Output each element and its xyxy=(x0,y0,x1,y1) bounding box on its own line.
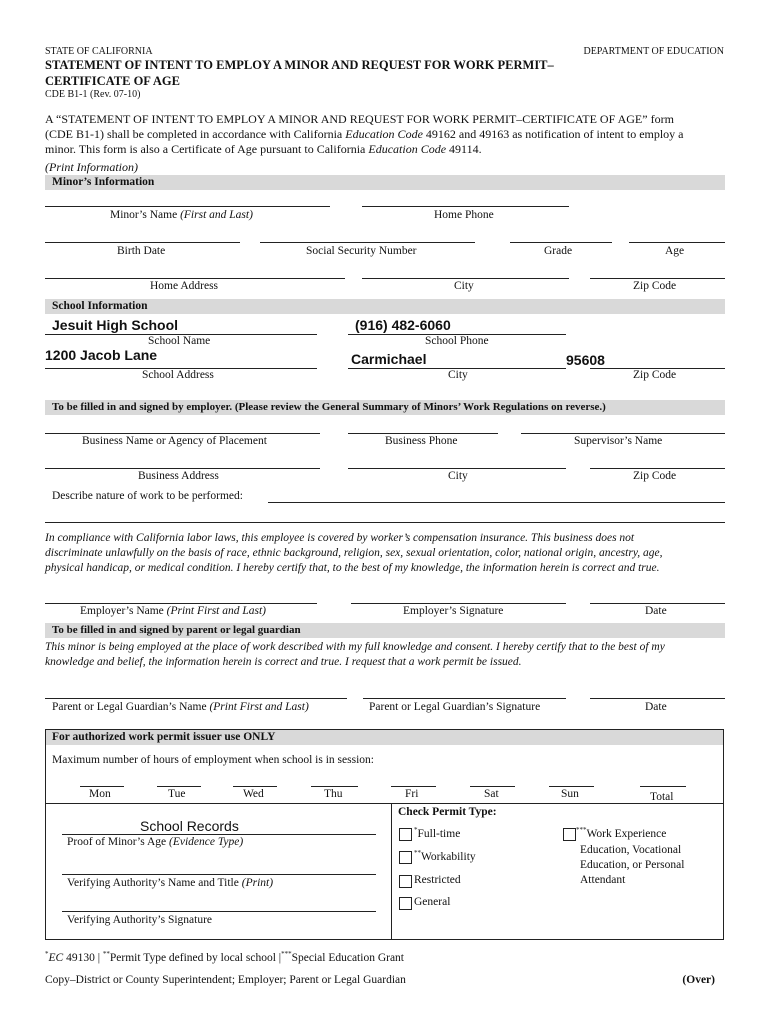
issuer-divider-h xyxy=(46,803,723,804)
employer-signature-field[interactable] xyxy=(351,603,566,604)
total-label: Total xyxy=(650,791,674,803)
employer-name-field[interactable] xyxy=(45,603,317,604)
thu-hours-field[interactable] xyxy=(311,786,358,787)
guardian-statement-line1: This minor is being employed at the place of work described with my full knowledge and consent. I hereby certify that to the best of my xyxy=(45,641,665,653)
birth-date-field[interactable] xyxy=(45,242,240,243)
work-experience-line4: Attendant xyxy=(580,874,626,886)
school-section-title: School Information xyxy=(52,300,148,312)
employer-signature-label: Employer’s Signature xyxy=(403,605,504,617)
school-city-value[interactable]: Carmichael xyxy=(351,351,427,367)
minor-zip-label: Zip Code xyxy=(633,280,677,292)
employer-name-label: Employer’s Name (Print First and Last) xyxy=(80,605,267,617)
total-hours-field[interactable] xyxy=(640,786,686,787)
department-label: DEPARTMENT OF EDUCATION xyxy=(583,46,724,57)
work-experience-line3: Education, or Personal xyxy=(580,859,685,871)
verifying-name-field[interactable] xyxy=(62,874,376,875)
guardian-signature-field[interactable] xyxy=(363,698,566,699)
verifying-signature-field[interactable] xyxy=(62,911,376,912)
footnotes: *EC 49130 | **Permit Type defined by local school |***Special Education Grant xyxy=(45,950,404,964)
form-title-line2: CERTIFICATE OF AGE xyxy=(45,74,180,88)
form-title-line1: STATEMENT OF INTENT TO EMPLOY A MINOR AND REQUEST FOR WORK PERMIT– xyxy=(45,58,554,72)
over-label: (Over) xyxy=(682,974,715,986)
intro-line2: (CDE B1-1) shall be completed in accordance with California Education Code 49162 and 49163 as notification of intent to employ a xyxy=(45,127,684,141)
compliance-line3: physical handicap, or medical condition. I hereby certify that, to the best of my knowledge, the information herein is correct and true. xyxy=(45,562,660,574)
work-description-label: Describe nature of work to be performed: xyxy=(52,490,243,502)
copy-distribution: Copy–District or County Superintendent; Employer; Parent or Legal Guardian xyxy=(45,974,406,986)
school-zip-value[interactable]: 95608 xyxy=(566,352,605,368)
verifying-signature-label: Verifying Authority’s Signature xyxy=(67,914,213,926)
school-records-value[interactable]: School Records xyxy=(140,818,239,834)
intro-line1: A “STATEMENT OF INTENT TO EMPLOY A MINOR AND REQUEST FOR WORK PERMIT–CERTIFICATE OF AGE” form xyxy=(45,112,674,126)
home-address-label: Home Address xyxy=(150,280,219,292)
max-hours-label: Maximum number of hours of employment when school is in session: xyxy=(52,754,374,766)
tue-hours-field[interactable] xyxy=(157,786,201,787)
business-zip-field[interactable] xyxy=(590,468,725,469)
issuer-divider-v xyxy=(391,803,392,939)
restricted-label: Restricted xyxy=(414,874,461,886)
intro-line3: minor. This form is also a Certificate of Age pursuant to California Education Code 49114. xyxy=(45,142,482,156)
minor-city-field[interactable] xyxy=(362,278,569,279)
age-field[interactable] xyxy=(629,242,725,243)
day-label-tue: Tue xyxy=(168,788,186,800)
school-name-value[interactable]: Jesuit High School xyxy=(52,317,179,333)
supervisor-field[interactable] xyxy=(521,433,725,434)
school-name-label: School Name xyxy=(148,335,211,347)
guardian-signature-label: Parent or Legal Guardian’s Signature xyxy=(369,701,541,713)
day-label-sun: Sun xyxy=(561,788,579,800)
business-city-label: City xyxy=(448,470,468,482)
restricted-checkbox[interactable] xyxy=(399,875,412,888)
fulltime-checkbox[interactable] xyxy=(399,828,412,841)
workability-checkbox[interactable] xyxy=(399,851,412,864)
supervisor-label: Supervisor’s Name xyxy=(574,435,663,447)
fri-hours-field[interactable] xyxy=(391,786,436,787)
day-label-mon: Mon xyxy=(89,788,111,800)
fulltime-label: *Full-time xyxy=(414,826,461,840)
school-address-value[interactable]: 1200 Jacob Lane xyxy=(45,347,158,363)
business-phone-label: Business Phone xyxy=(385,435,458,447)
form-id: CDE B1-1 (Rev. 07-10) xyxy=(45,89,141,100)
minor-section-title: Minor’s Information xyxy=(52,176,155,188)
business-name-label: Business Name or Agency of Placement xyxy=(82,435,267,447)
permit-type-title: Check Permit Type: xyxy=(398,806,497,818)
home-phone-field[interactable] xyxy=(362,206,569,207)
day-label-fri: Fri xyxy=(405,788,419,800)
workability-label: **Workability xyxy=(414,849,476,863)
business-city-field[interactable] xyxy=(348,468,566,469)
guardian-name-label: Parent or Legal Guardian’s Name (Print First and Last) xyxy=(52,701,309,713)
guardian-date-field[interactable] xyxy=(590,698,725,699)
employer-date-label: Date xyxy=(645,605,667,617)
state-label: STATE OF CALIFORNIA xyxy=(45,46,153,57)
compliance-line2: discriminate unlawfully on the basis of race, ethnic background, religion, sex, sexual orientation, color, national origin, ancestry, age, xyxy=(45,547,663,559)
mon-hours-field[interactable] xyxy=(80,786,124,787)
general-checkbox[interactable] xyxy=(399,897,412,910)
wed-hours-field[interactable] xyxy=(233,786,277,787)
ssn-field[interactable] xyxy=(260,242,475,243)
guardian-statement-line2: knowledge and belief, the information herein is correct and true. I request that a work permit be issued. xyxy=(45,656,522,668)
work-experience-label: ***Work Experience xyxy=(576,826,667,840)
business-address-field[interactable] xyxy=(45,468,320,469)
work-description-field-2[interactable] xyxy=(45,522,725,523)
school-phone-label: School Phone xyxy=(425,335,489,347)
grade-field[interactable] xyxy=(510,242,612,243)
grade-label: Grade xyxy=(544,245,573,257)
day-label-wed: Wed xyxy=(243,788,264,800)
business-phone-field[interactable] xyxy=(348,433,498,434)
school-phone-value[interactable]: (916) 482-6060 xyxy=(355,317,451,333)
verifying-name-label: Verifying Authority’s Name and Title (Print) xyxy=(67,877,274,889)
general-label: General xyxy=(414,896,451,908)
school-address-label: School Address xyxy=(142,369,214,381)
print-info-note: (Print Information) xyxy=(45,160,138,174)
work-experience-checkbox[interactable] xyxy=(563,828,576,841)
business-name-field[interactable] xyxy=(45,433,320,434)
minor-name-field[interactable] xyxy=(45,206,330,207)
proof-of-age-field[interactable] xyxy=(62,834,376,835)
sat-hours-field[interactable] xyxy=(470,786,515,787)
employer-date-field[interactable] xyxy=(590,603,725,604)
guardian-name-field[interactable] xyxy=(45,698,347,699)
guardian-date-label: Date xyxy=(645,701,667,713)
day-label-sat: Sat xyxy=(484,788,499,800)
home-address-field[interactable] xyxy=(45,278,345,279)
minor-name-label: Minor’s Name (First and Last) xyxy=(110,209,253,221)
work-experience-line2: Education, Vocational xyxy=(580,844,682,856)
age-label: Age xyxy=(665,245,685,257)
work-description-field-1[interactable] xyxy=(268,502,725,503)
minor-city-label: City xyxy=(454,280,474,292)
day-label-thu: Thu xyxy=(324,788,343,800)
birth-date-label: Birth Date xyxy=(117,245,166,257)
school-zip-label: Zip Code xyxy=(633,369,677,381)
ssn-label: Social Security Number xyxy=(306,245,417,257)
guardian-section-title: To be filled in and signed by parent or legal guardian xyxy=(52,624,301,636)
business-zip-label: Zip Code xyxy=(633,470,677,482)
minor-zip-field[interactable] xyxy=(590,278,725,279)
proof-of-age-label: Proof of Minor’s Age (Evidence Type) xyxy=(67,836,244,848)
employer-section-title: To be filled in and signed by employer. (Please review the General Summary of Minors’ Work Regulations on reverse.) xyxy=(52,401,606,413)
business-address-label: Business Address xyxy=(138,470,219,482)
sun-hours-field[interactable] xyxy=(549,786,594,787)
school-city-label: City xyxy=(448,369,468,381)
home-phone-label: Home Phone xyxy=(434,209,494,221)
issuer-section-title: For authorized work permit issuer use ONLY xyxy=(52,731,276,743)
compliance-line1: In compliance with California labor laws, this employee is covered by worker’s compensation insurance. This business does not xyxy=(45,532,635,544)
